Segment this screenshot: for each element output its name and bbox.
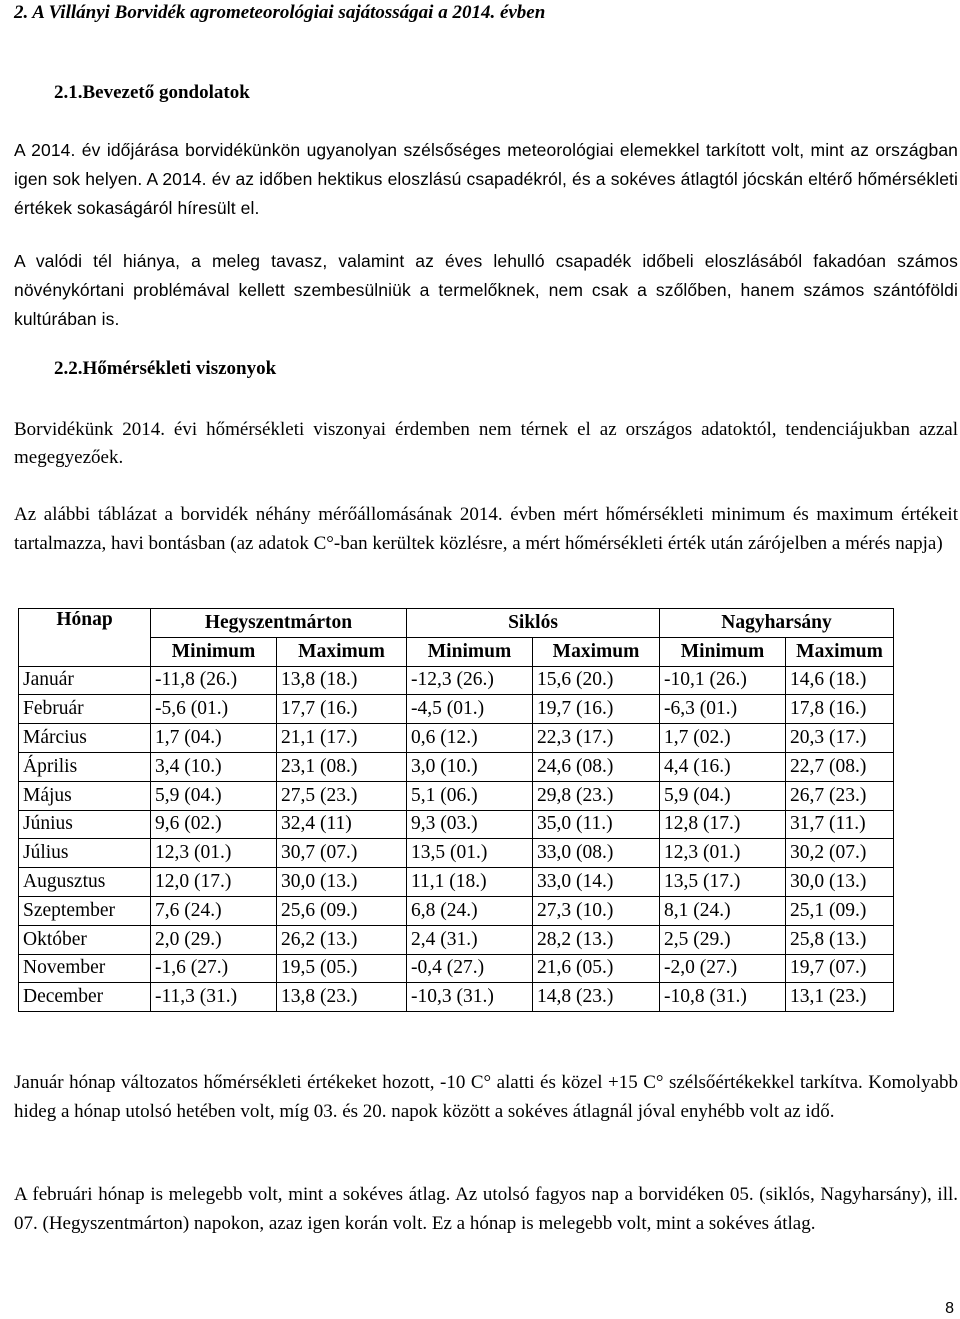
- max-column-header: Maximum: [277, 637, 407, 666]
- max-value-cell: 24,6 (08.): [533, 752, 660, 781]
- min-value-cell: -6,3 (01.): [660, 695, 786, 724]
- max-value-cell: 31,7 (11.): [786, 810, 894, 839]
- max-value-cell: 14,8 (23.): [533, 983, 660, 1012]
- month-cell: Április: [19, 752, 151, 781]
- max-value-cell: 22,7 (08.): [786, 752, 894, 781]
- temperature-table: [18, 608, 894, 1012]
- intro-paragraph-1: A 2014. év időjárása borvidékünkön ugyanolyan szélsőséges meteorológiai elemekkel tarkított volt, mint az országban igen sok helyen. A 2014. év az időben hektikus eloszlású csapadékról, és a sokéves átlagtól jócskán eltérő hőmérsékleti értékek sokaságáról híresült el.: [14, 140, 958, 218]
- table-row: [19, 954, 894, 983]
- min-value-cell: 13,5 (17.): [660, 868, 786, 897]
- min-value-cell: 5,9 (04.): [660, 781, 786, 810]
- table-subheader-row: [19, 637, 894, 666]
- min-value-cell: 9,6 (02.): [151, 810, 277, 839]
- table-row: [19, 781, 894, 810]
- min-value-cell: 12,8 (17.): [660, 810, 786, 839]
- min-value-cell: 8,1 (24.): [660, 896, 786, 925]
- max-value-cell: 21,6 (05.): [533, 954, 660, 983]
- max-value-cell: 19,7 (16.): [533, 695, 660, 724]
- intro-paragraph-2: A valódi tél hiánya, a meleg tavasz, valamint az éves lehulló csapadék időbeli eloszlásából fakadóan számos növénykórtani problémával kellett szembesülniük a termelőknek, nem csak a szőlőben, hanem számos szántóföldi kultúrában is.: [14, 251, 958, 329]
- max-value-cell: 20,3 (17.): [786, 724, 894, 753]
- month-cell: Május: [19, 781, 151, 810]
- month-cell: Július: [19, 839, 151, 868]
- min-value-cell: 2,4 (31.): [407, 925, 533, 954]
- temperature-paragraph-1: Borvidékünk 2014. évi hőmérsékleti viszonyai érdemben nem térnek el az országos adatoktól, tendenciájukban azzal megegyezőek.: [14, 419, 958, 468]
- max-value-cell: 25,8 (13.): [786, 925, 894, 954]
- month-cell: Március: [19, 724, 151, 753]
- max-value-cell: 13,8 (23.): [277, 983, 407, 1012]
- max-column-header: Maximum: [533, 637, 660, 666]
- max-value-cell: 26,7 (23.): [786, 781, 894, 810]
- table-row: [19, 983, 894, 1012]
- min-value-cell: -11,8 (26.): [151, 666, 277, 695]
- min-value-cell: 3,4 (10.): [151, 752, 277, 781]
- min-value-cell: 12,0 (17.): [151, 868, 277, 897]
- max-value-cell: 30,0 (13.): [786, 868, 894, 897]
- min-value-cell: 12,3 (01.): [151, 839, 277, 868]
- max-value-cell: 21,1 (17.): [277, 724, 407, 753]
- max-column-header: Maximum: [786, 637, 894, 666]
- min-value-cell: 13,5 (01.): [407, 839, 533, 868]
- table-body: [19, 666, 894, 1012]
- table-row: [19, 839, 894, 868]
- max-value-cell: 30,0 (13.): [277, 868, 407, 897]
- section-title: 2. A Villányi Borvidék agrometeorológiai sajátosságai a 2014. évben: [14, 2, 546, 23]
- month-cell: Február: [19, 695, 151, 724]
- month-cell: Szeptember: [19, 896, 151, 925]
- min-column-header: Minimum: [660, 637, 786, 666]
- month-column-header: Hónap: [19, 609, 151, 667]
- max-value-cell: 30,7 (07.): [277, 839, 407, 868]
- max-value-cell: 13,8 (18.): [277, 666, 407, 695]
- max-value-cell: 28,2 (13.): [533, 925, 660, 954]
- min-value-cell: 6,8 (24.): [407, 896, 533, 925]
- january-paragraph: Január hónap változatos hőmérsékleti értékeket hozott, -10 C° alatti és közel +15 C° szélsőértékekkel tarkítva. Komolyabb hideg a hónap utolsó hetében volt, míg 03. és 20. napok között a sokéves átlagnál jóval enyhébb volt az idő.: [14, 1072, 958, 1122]
- table-row: [19, 695, 894, 724]
- table-row: [19, 925, 894, 954]
- min-value-cell: 1,7 (04.): [151, 724, 277, 753]
- max-value-cell: 25,1 (09.): [786, 896, 894, 925]
- max-value-cell: 29,8 (23.): [533, 781, 660, 810]
- min-value-cell: 11,1 (18.): [407, 868, 533, 897]
- min-value-cell: -5,6 (01.): [151, 695, 277, 724]
- min-value-cell: -2,0 (27.): [660, 954, 786, 983]
- month-cell: Június: [19, 810, 151, 839]
- station-header-nagyharsany: Nagyharsány: [660, 609, 894, 638]
- max-value-cell: 13,1 (23.): [786, 983, 894, 1012]
- min-value-cell: -10,8 (31.): [660, 983, 786, 1012]
- min-value-cell: -4,5 (01.): [407, 695, 533, 724]
- month-cell: Október: [19, 925, 151, 954]
- max-value-cell: 19,5 (05.): [277, 954, 407, 983]
- subsection-heading-temperature: 2.2.Hőmérsékleti viszonyok: [54, 358, 277, 379]
- min-value-cell: 3,0 (10.): [407, 752, 533, 781]
- max-value-cell: 14,6 (18.): [786, 666, 894, 695]
- max-value-cell: 15,6 (20.): [533, 666, 660, 695]
- max-value-cell: 32,4 (11): [277, 810, 407, 839]
- table-row: [19, 896, 894, 925]
- max-value-cell: 19,7 (07.): [786, 954, 894, 983]
- temperature-paragraph-2: Az alábbi táblázat a borvidék néhány mérőállomásának 2014. évben mért hőmérsékleti minimum és maximum értékeit tartalmazza, havi bontásban (az adatok C°-ban kerültek közlésre, a mért hőmérsékleti érték után zárójelben a mérés napja): [14, 504, 958, 554]
- min-value-cell: -10,3 (31.): [407, 983, 533, 1012]
- table-row: [19, 868, 894, 897]
- table-header-row: [19, 609, 894, 638]
- month-cell: Január: [19, 666, 151, 695]
- max-value-cell: 22,3 (17.): [533, 724, 660, 753]
- page-number: 8: [945, 1300, 954, 1317]
- min-value-cell: -0,4 (27.): [407, 954, 533, 983]
- table-row: [19, 666, 894, 695]
- station-header-siklos: Siklós: [407, 609, 660, 638]
- min-value-cell: 4,4 (16.): [660, 752, 786, 781]
- min-value-cell: 12,3 (01.): [660, 839, 786, 868]
- station-header-hegyszentmarton: Hegyszentmárton: [151, 609, 407, 638]
- max-value-cell: 23,1 (08.): [277, 752, 407, 781]
- min-value-cell: 2,5 (29.): [660, 925, 786, 954]
- table-row: [19, 724, 894, 753]
- month-cell: Augusztus: [19, 868, 151, 897]
- min-value-cell: 9,3 (03.): [407, 810, 533, 839]
- max-value-cell: 35,0 (11.): [533, 810, 660, 839]
- min-value-cell: -11,3 (31.): [151, 983, 277, 1012]
- max-value-cell: 17,7 (16.): [277, 695, 407, 724]
- min-value-cell: 7,6 (24.): [151, 896, 277, 925]
- min-column-header: Minimum: [407, 637, 533, 666]
- min-value-cell: -1,6 (27.): [151, 954, 277, 983]
- february-paragraph: A februári hónap is melegebb volt, mint a sokéves átlag. Az utolsó fagyos nap a borvidéken 05. (siklós, Nagyharsány), ill. 07. (Hegyszentmárton) napokon, azaz igen korán volt. Ez a hónap is melegebb volt, mint a sokéves átlag.: [14, 1184, 958, 1234]
- max-value-cell: 17,8 (16.): [786, 695, 894, 724]
- min-value-cell: 5,1 (06.): [407, 781, 533, 810]
- subsection-heading-intro: 2.1.Bevezető gondolatok: [54, 82, 250, 103]
- min-value-cell: 2,0 (29.): [151, 925, 277, 954]
- min-value-cell: 0,6 (12.): [407, 724, 533, 753]
- month-cell: November: [19, 954, 151, 983]
- min-value-cell: 5,9 (04.): [151, 781, 277, 810]
- max-value-cell: 27,5 (23.): [277, 781, 407, 810]
- max-value-cell: 33,0 (08.): [533, 839, 660, 868]
- month-cell: December: [19, 983, 151, 1012]
- max-value-cell: 25,6 (09.): [277, 896, 407, 925]
- min-value-cell: -12,3 (26.): [407, 666, 533, 695]
- max-value-cell: 27,3 (10.): [533, 896, 660, 925]
- min-column-header: Minimum: [151, 637, 277, 666]
- max-value-cell: 30,2 (07.): [786, 839, 894, 868]
- min-value-cell: -10,1 (26.): [660, 666, 786, 695]
- table-row: [19, 810, 894, 839]
- min-value-cell: 1,7 (02.): [660, 724, 786, 753]
- max-value-cell: 33,0 (14.): [533, 868, 660, 897]
- max-value-cell: 26,2 (13.): [277, 925, 407, 954]
- table-row: [19, 752, 894, 781]
